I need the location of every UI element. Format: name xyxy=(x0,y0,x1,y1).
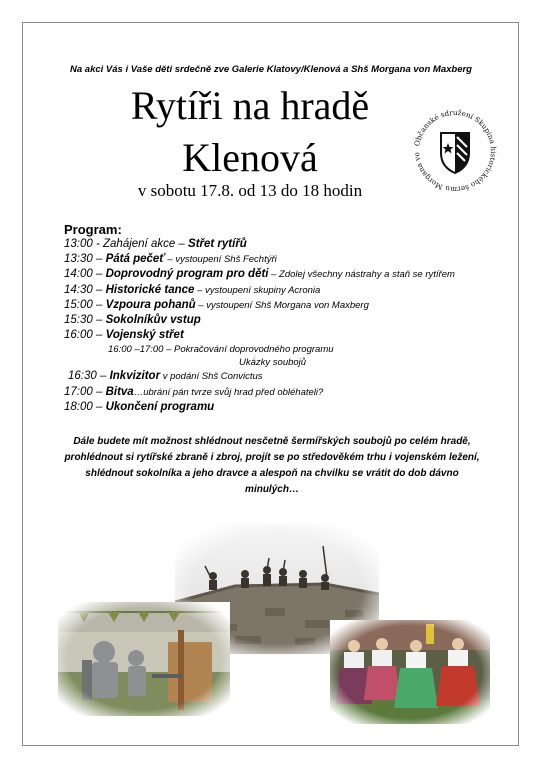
program-item: 14:30 – Historické tance – vystoupení skupiny Acronia xyxy=(64,283,321,296)
program-item: 16:00 – Vojenský střet xyxy=(64,329,184,342)
emblem-ring-text: Občanské sdružení Skupina historického šermu Morgana vo xyxy=(411,107,499,195)
event-date: v sobotu 17.8. od 13 do 18 hodin xyxy=(137,181,363,200)
program-item: 13:30 – Pátá pečeť – vystoupení Shš Fechtýři xyxy=(64,253,277,266)
photo-dancers xyxy=(330,620,490,724)
program-subitem: Ukázky soubojů xyxy=(239,357,307,369)
program-heading: Program: xyxy=(64,222,122,237)
program-item: 14:00 – Doprovodný program pro děti – Zdolej všechny nástrahy a staň se rytířem xyxy=(64,268,455,281)
program-item: 18:00 – Ukončení programu xyxy=(64,400,215,413)
description-paragraph: Dále budete mít možnost shlédnout nesčetně šermířských soubojů po celém hradě, prohlédnout si rytířské zbraně i zbroj, projít se po středověkém trhu i vojenském ležení, shlédnout sokolníka a jeho dravce a alespoň na chvilku se vrátit do dob dávno minulých… xyxy=(64,436,480,495)
association-emblem xyxy=(407,103,503,199)
photo-knights xyxy=(58,602,230,716)
program-subitem: 16:00 –17:00 – Pokračování doprovodného programu xyxy=(108,344,334,356)
program-item: 17:00 – Bitva…ubrání pán tvrze svůj hrad před obléhateli? xyxy=(64,385,324,398)
program-section xyxy=(64,222,504,415)
program-item: 13:00 - Zahájení akce – Střet rytířů xyxy=(64,238,247,250)
title-line-1: Rytíři na hradě xyxy=(130,83,370,128)
title-line-2: Klenová xyxy=(182,135,318,180)
program-item: 16:30 – Inkvizitor v podání Shš Convictus xyxy=(68,370,263,383)
shield-crest-icon xyxy=(441,133,469,173)
program-item: 15:00 – Vzpoura pohanů – vystoupení Shš Morgana von Maxberg xyxy=(64,298,369,311)
intro-text: Na akci Vás i Vaše děti srdečně zve Galerie Klatovy/Klenová a Shš Morgana von Maxberg xyxy=(70,64,472,75)
program-item: 15:30 – Sokolníkův vstup xyxy=(64,314,201,327)
